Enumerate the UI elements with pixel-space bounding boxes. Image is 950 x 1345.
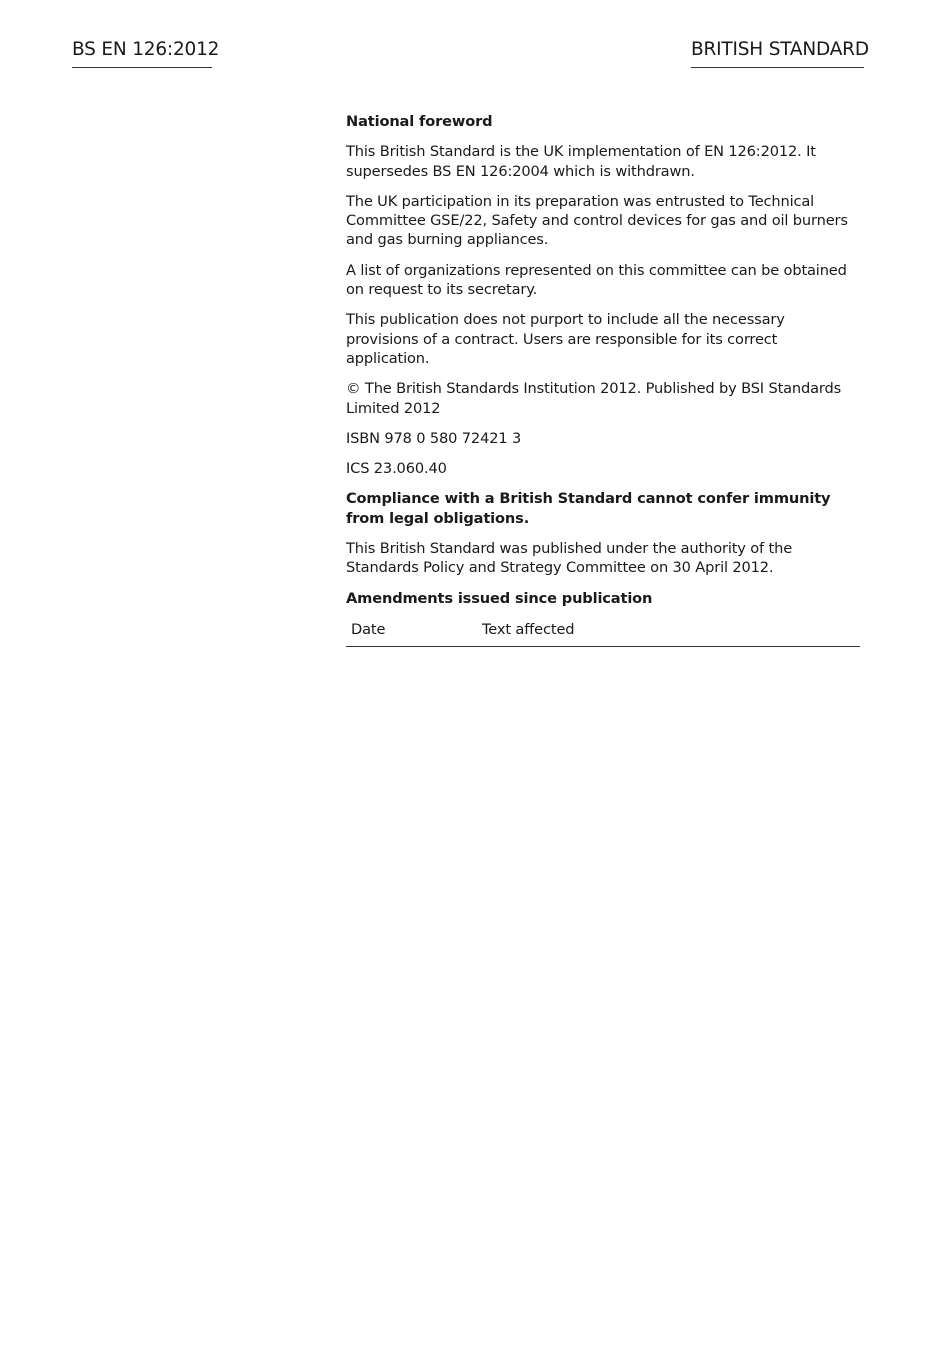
committee-paragraph: The UK participation in its preparation was entrusted to Technical Committee GSE/22, Safety and control devices for gas and oil burners and gas burning appliances.	[346, 192, 848, 249]
national-foreword-section	[346, 112, 860, 647]
organizations-paragraph: A list of organizations represented on this committee can be obtained on request to its secretary.	[346, 261, 847, 299]
isbn-paragraph: ISBN 978 0 580 72421 3	[346, 429, 522, 447]
contract-paragraph: This publication does not purport to include all the necessary provisions of a contract. Users are responsible for its correct application.	[346, 311, 785, 367]
ics-paragraph: ICS 23.060.40	[346, 460, 447, 478]
standard-type-header: BRITISH STANDARD	[691, 38, 864, 68]
copyright-paragraph: © The British Standards Institution 2012. Published by BSI Standards Limited 2012	[346, 380, 842, 417]
compliance-notice: Compliance with a British Standard cannot confer immunity from legal obligations.	[346, 490, 831, 527]
amendments-title: Amendments issued since publication	[346, 589, 653, 607]
foreword-heading: National foreword	[346, 113, 493, 130]
text-affected-column-header: Text affected	[477, 619, 860, 647]
amendments-header-row	[346, 619, 860, 647]
authority-paragraph: This British Standard was published under the authority of the Standards Policy and Strategy Committee on 30 April 2012.	[346, 540, 793, 577]
implementation-paragraph: This British Standard is the UK implementation of EN 126:2012. It supersedes BS EN 126:2004 which is withdrawn.	[346, 143, 816, 180]
amendments-table	[346, 619, 860, 647]
document-code-header: BS EN 126:2012	[72, 38, 212, 68]
date-column-header: Date	[346, 619, 477, 647]
